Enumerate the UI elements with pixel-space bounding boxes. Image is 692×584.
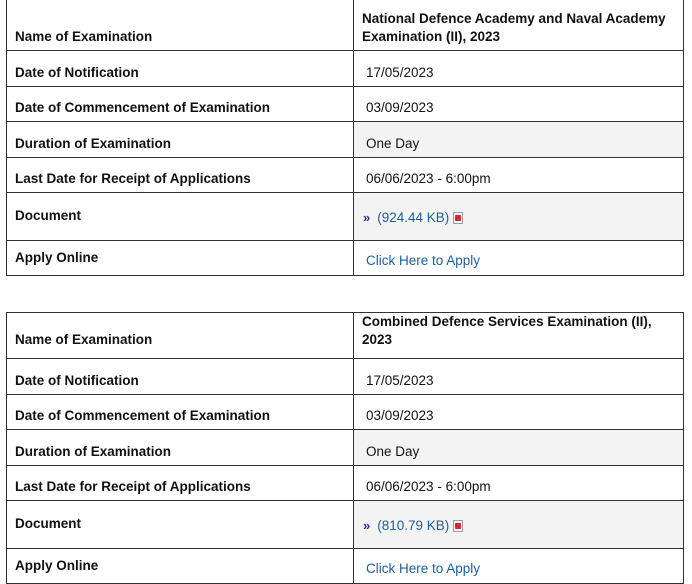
last-date-label: Last Date for Receipt of Applications [7, 158, 354, 193]
document-download-link[interactable]: (810.79 KB) [377, 518, 450, 533]
exam-name-label: Name of Examination [7, 0, 354, 51]
last-date-value: 06/06/2023 - 6:00pm [354, 158, 684, 193]
exam-name-label: Name of Examination [7, 313, 354, 359]
document-cell [354, 501, 684, 549]
bullet-icon: » [363, 518, 371, 533]
document-label: Document [7, 501, 354, 549]
document-cell [354, 193, 684, 241]
duration-value: One Day [354, 430, 684, 466]
document-label: Document [7, 193, 354, 241]
apply-online-cell [354, 241, 684, 276]
notification-date-label: Date of Notification [7, 359, 354, 395]
apply-online-cell [354, 549, 684, 584]
exam-name-value: Combined Defence Services Examination (II), 2023 [354, 313, 684, 359]
apply-online-label: Apply Online [7, 549, 354, 584]
commencement-date-value: 03/09/2023 [354, 87, 684, 122]
notification-date-value: 17/05/2023 [354, 359, 684, 395]
apply-online-label: Apply Online [7, 241, 354, 276]
last-date-value: 06/06/2023 - 6:00pm [354, 466, 684, 501]
commencement-date-label: Date of Commencement of Examination [7, 87, 354, 122]
last-date-label: Last Date for Receipt of Applications [7, 466, 354, 501]
notification-date-value: 17/05/2023 [354, 51, 684, 87]
exam-table-cds [6, 312, 684, 584]
exam-name-value: National Defence Academy and Naval Academy Examination (II), 2023 [354, 0, 684, 51]
duration-label: Duration of Examination [7, 122, 354, 158]
exam-table-nda [6, 0, 684, 276]
commencement-date-label: Date of Commencement of Examination [7, 395, 354, 430]
duration-value: One Day [354, 122, 684, 158]
bullet-icon: » [363, 210, 371, 225]
notification-date-label: Date of Notification [7, 51, 354, 87]
pdf-icon[interactable] [453, 520, 463, 532]
pdf-icon[interactable] [453, 212, 463, 224]
duration-label: Duration of Examination [7, 430, 354, 466]
document-download-link[interactable]: (924.44 KB) [377, 210, 450, 225]
apply-online-link[interactable]: Click Here to Apply [366, 561, 481, 576]
commencement-date-value: 03/09/2023 [354, 395, 684, 430]
apply-online-link[interactable]: Click Here to Apply [366, 253, 481, 268]
